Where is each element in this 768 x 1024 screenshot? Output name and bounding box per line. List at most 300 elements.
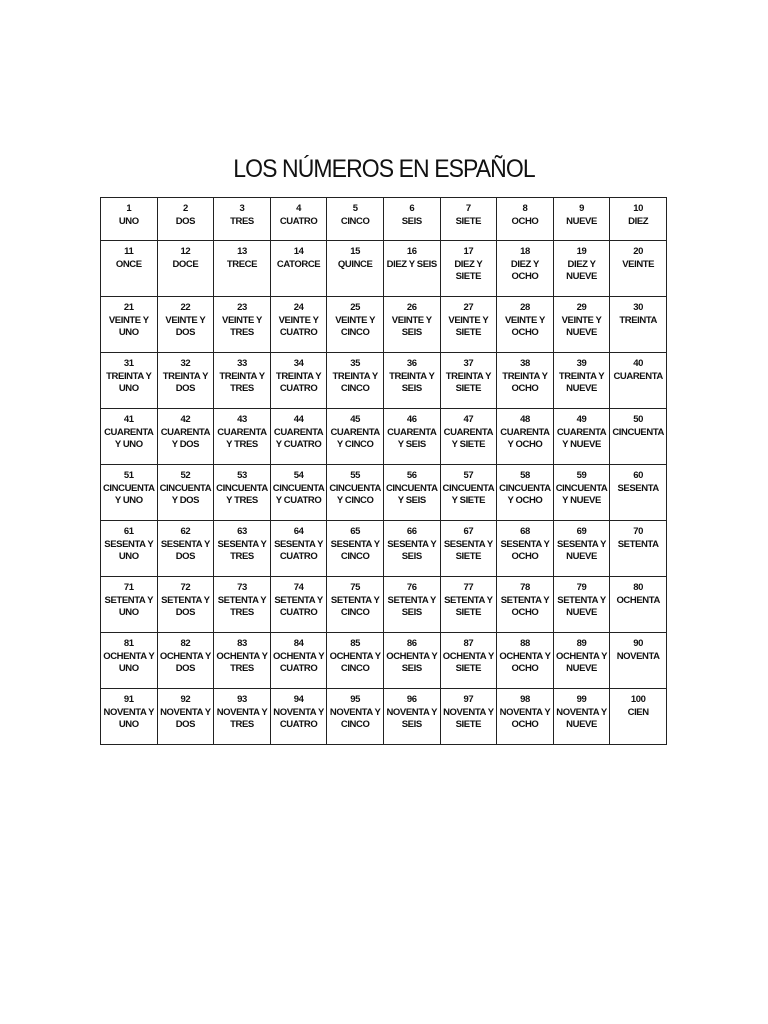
table-row bbox=[101, 297, 667, 353]
number-word: NOVENTA Y TRES bbox=[216, 706, 268, 730]
number-digits: 37 bbox=[463, 358, 474, 369]
number-digits: 35 bbox=[350, 358, 361, 369]
number-cell bbox=[270, 409, 327, 465]
number-cell bbox=[214, 297, 271, 353]
number-word: TREINTA Y NUEVE bbox=[558, 370, 605, 394]
number-word: CUARENTA bbox=[613, 370, 663, 382]
number-cell bbox=[497, 633, 554, 689]
number-word: DOCE bbox=[172, 258, 199, 270]
number-word: SETENTA bbox=[617, 538, 659, 550]
number-digits: 80 bbox=[633, 582, 644, 593]
number-cell bbox=[440, 353, 497, 409]
number-cell bbox=[440, 409, 497, 465]
number-digits: 93 bbox=[237, 694, 247, 705]
number-word: TRES bbox=[230, 215, 254, 227]
number-cell bbox=[101, 689, 158, 745]
number-digits: 58 bbox=[520, 470, 530, 481]
number-word: DIEZ Y OCHO bbox=[510, 258, 539, 282]
number-cell bbox=[157, 409, 214, 465]
number-word: SESENTA Y OCHO bbox=[500, 538, 550, 562]
number-digits: 17 bbox=[463, 246, 474, 257]
number-word: CUARENTA Y SEIS bbox=[387, 426, 437, 450]
number-word: SETENTA Y TRES bbox=[217, 594, 267, 618]
number-cell bbox=[383, 633, 440, 689]
number-digits: 84 bbox=[293, 638, 304, 649]
number-word: SESENTA Y NUEVE bbox=[557, 538, 607, 562]
number-cell bbox=[440, 241, 497, 297]
number-cell bbox=[101, 465, 158, 521]
number-cell bbox=[553, 465, 610, 521]
numbers-table-body bbox=[101, 198, 667, 745]
number-word: TREINTA bbox=[619, 314, 657, 326]
number-word: VEINTE Y NUEVE bbox=[561, 314, 602, 338]
number-digits: 33 bbox=[237, 358, 247, 369]
number-digits: 48 bbox=[520, 414, 530, 425]
number-digits: 5 bbox=[352, 203, 358, 214]
number-word: SESENTA Y SEIS bbox=[387, 538, 437, 562]
number-word: NOVENTA bbox=[616, 650, 660, 662]
number-digits: 41 bbox=[123, 414, 134, 425]
number-digits: 12 bbox=[180, 246, 191, 257]
number-word: CINCUENTA Y NUEVE bbox=[555, 482, 608, 506]
number-digits: 3 bbox=[239, 203, 245, 214]
number-cell bbox=[327, 521, 384, 577]
number-digits: 56 bbox=[406, 470, 417, 481]
number-cell bbox=[101, 521, 158, 577]
number-cell bbox=[214, 353, 271, 409]
number-cell bbox=[497, 353, 554, 409]
number-word: CINCO bbox=[340, 215, 370, 227]
number-word: CINCUENTA Y UNO bbox=[102, 482, 155, 506]
number-digits: 78 bbox=[520, 582, 530, 593]
number-digits: 90 bbox=[633, 638, 644, 649]
table-row bbox=[101, 577, 667, 633]
number-word: NOVENTA Y CUATRO bbox=[273, 706, 324, 730]
number-cell bbox=[440, 689, 497, 745]
number-word: CINCUENTA Y DOS bbox=[159, 482, 212, 506]
number-cell bbox=[497, 689, 554, 745]
number-word: DIEZ bbox=[628, 215, 649, 227]
number-cell bbox=[497, 465, 554, 521]
number-word: OCHENTA Y SIETE bbox=[442, 650, 494, 674]
number-digits: 95 bbox=[350, 694, 361, 705]
number-cell bbox=[214, 465, 271, 521]
number-word: NOVENTA Y UNO bbox=[103, 706, 155, 730]
number-digits: 4 bbox=[296, 203, 302, 214]
number-digits: 26 bbox=[406, 302, 417, 313]
number-word: CIEN bbox=[627, 706, 649, 718]
number-cell bbox=[440, 198, 497, 241]
number-word: ONCE bbox=[115, 258, 142, 270]
number-cell bbox=[440, 465, 497, 521]
number-word: VEINTE Y OCHO bbox=[504, 314, 545, 338]
number-cell bbox=[327, 689, 384, 745]
number-digits: 87 bbox=[463, 638, 474, 649]
number-digits: 14 bbox=[293, 246, 304, 257]
number-digits: 7 bbox=[465, 203, 471, 214]
number-digits: 2 bbox=[182, 203, 188, 214]
number-word: CUARENTA Y UNO bbox=[104, 426, 154, 450]
number-cell bbox=[383, 577, 440, 633]
number-word: DIEZ Y SIETE bbox=[454, 258, 483, 282]
number-cell bbox=[214, 633, 271, 689]
number-cell bbox=[440, 633, 497, 689]
number-word: CINCUENTA Y CUATRO bbox=[272, 482, 325, 506]
number-word: VEINTE Y UNO bbox=[108, 314, 149, 338]
number-cell bbox=[214, 689, 271, 745]
number-cell bbox=[101, 198, 158, 241]
number-cell bbox=[553, 577, 610, 633]
number-digits: 40 bbox=[633, 358, 644, 369]
number-word: TREINTA Y CINCO bbox=[332, 370, 378, 394]
number-digits: 32 bbox=[180, 358, 191, 369]
number-word: VEINTE Y CUATRO bbox=[278, 314, 319, 338]
number-digits: 20 bbox=[633, 246, 644, 257]
number-digits: 89 bbox=[576, 638, 587, 649]
number-cell bbox=[327, 409, 384, 465]
number-word: SESENTA Y TRES bbox=[217, 538, 267, 562]
table-row bbox=[101, 521, 667, 577]
number-digits: 42 bbox=[180, 414, 191, 425]
number-digits: 74 bbox=[293, 582, 304, 593]
number-digits: 92 bbox=[180, 694, 191, 705]
number-word: VEINTE Y SIETE bbox=[448, 314, 489, 338]
number-cell bbox=[157, 353, 214, 409]
number-cell bbox=[214, 577, 271, 633]
number-word: NOVENTA Y SIETE bbox=[443, 706, 494, 730]
number-word: OCHENTA Y UNO bbox=[103, 650, 155, 674]
number-word: NOVENTA Y OCHO bbox=[499, 706, 551, 730]
number-digits: 83 bbox=[237, 638, 247, 649]
number-cell bbox=[157, 577, 214, 633]
number-cell bbox=[270, 353, 327, 409]
number-digits: 69 bbox=[576, 526, 587, 537]
number-word: SESENTA Y CINCO bbox=[330, 538, 380, 562]
number-digits: 55 bbox=[350, 470, 361, 481]
number-word: CINCUENTA Y SIETE bbox=[442, 482, 495, 506]
number-word: SEIS bbox=[401, 215, 422, 227]
number-cell bbox=[270, 241, 327, 297]
number-digits: 72 bbox=[180, 582, 191, 593]
number-cell bbox=[157, 689, 214, 745]
number-digits: 50 bbox=[633, 414, 644, 425]
number-digits: 15 bbox=[350, 246, 361, 257]
number-word: SESENTA bbox=[617, 482, 659, 494]
number-cell bbox=[610, 198, 667, 241]
number-cell bbox=[101, 409, 158, 465]
number-word: TREINTA Y OCHO bbox=[502, 370, 548, 394]
number-cell bbox=[610, 297, 667, 353]
number-digits: 66 bbox=[406, 526, 417, 537]
number-cell bbox=[553, 241, 610, 297]
number-digits: 54 bbox=[293, 470, 304, 481]
number-digits: 8 bbox=[522, 203, 528, 214]
number-cell bbox=[270, 297, 327, 353]
number-word: CINCUENTA Y CINCO bbox=[329, 482, 381, 506]
number-digits: 46 bbox=[406, 414, 417, 425]
number-word: OCHENTA Y DOS bbox=[159, 650, 211, 674]
number-word: OCHO bbox=[511, 215, 539, 227]
number-digits: 51 bbox=[123, 470, 134, 481]
number-cell bbox=[440, 297, 497, 353]
number-digits: 79 bbox=[576, 582, 587, 593]
number-word: SETENTA Y UNO bbox=[104, 594, 154, 618]
number-word: TREINTA Y CUATRO bbox=[275, 370, 322, 394]
number-word: TREINTA Y UNO bbox=[106, 370, 152, 394]
number-digits: 61 bbox=[123, 526, 134, 537]
number-digits: 9 bbox=[579, 203, 584, 214]
table-row bbox=[101, 633, 667, 689]
number-cell bbox=[270, 689, 327, 745]
number-cell bbox=[553, 353, 610, 409]
number-digits: 70 bbox=[633, 526, 644, 537]
number-word: OCHENTA Y NUEVE bbox=[555, 650, 608, 674]
number-digits: 64 bbox=[293, 526, 304, 537]
number-cell bbox=[327, 297, 384, 353]
number-digits: 82 bbox=[180, 638, 191, 649]
number-digits: 39 bbox=[576, 358, 587, 369]
number-word: SETENTA Y SEIS bbox=[387, 594, 436, 618]
number-cell bbox=[383, 689, 440, 745]
number-digits: 38 bbox=[520, 358, 530, 369]
number-cell bbox=[497, 198, 554, 241]
number-digits: 65 bbox=[350, 526, 361, 537]
number-word: SETENTA Y CUATRO bbox=[274, 594, 323, 618]
number-word: OCHENTA bbox=[616, 594, 660, 606]
number-word: CUARENTA Y SIETE bbox=[443, 426, 494, 450]
number-digits: 23 bbox=[237, 302, 247, 313]
number-cell bbox=[383, 353, 440, 409]
number-digits: 45 bbox=[350, 414, 361, 425]
number-cell bbox=[383, 241, 440, 297]
number-cell bbox=[327, 353, 384, 409]
number-cell bbox=[157, 633, 214, 689]
number-digits: 81 bbox=[123, 638, 134, 649]
number-cell bbox=[553, 198, 610, 241]
number-word: TREINTA Y SIETE bbox=[445, 370, 492, 394]
number-cell bbox=[497, 521, 554, 577]
table-row bbox=[101, 689, 667, 745]
number-cell bbox=[610, 521, 667, 577]
number-word: SETENTA Y SIETE bbox=[444, 594, 493, 618]
number-cell bbox=[327, 633, 384, 689]
number-word: CUARENTA Y CINCO bbox=[330, 426, 380, 450]
number-digits: 11 bbox=[124, 246, 134, 257]
number-digits: 21 bbox=[123, 302, 134, 313]
number-cell bbox=[383, 198, 440, 241]
number-digits: 47 bbox=[463, 414, 474, 425]
number-word: CINCUENTA Y OCHO bbox=[499, 482, 551, 506]
number-word: NOVENTA Y CINCO bbox=[329, 706, 381, 730]
number-digits: 91 bbox=[123, 694, 134, 705]
number-cell bbox=[157, 198, 214, 241]
table-row bbox=[101, 198, 667, 241]
number-cell bbox=[157, 521, 214, 577]
number-cell bbox=[383, 297, 440, 353]
number-word: NOVENTA Y NUEVE bbox=[556, 706, 607, 730]
number-cell bbox=[610, 689, 667, 745]
number-digits: 60 bbox=[633, 470, 644, 481]
number-word: UNO bbox=[118, 215, 139, 227]
number-digits: 98 bbox=[520, 694, 530, 705]
number-digits: 71 bbox=[123, 582, 134, 593]
number-word: OCHENTA Y CINCO bbox=[329, 650, 381, 674]
table-row bbox=[101, 241, 667, 297]
number-cell bbox=[440, 521, 497, 577]
number-cell bbox=[610, 633, 667, 689]
number-digits: 49 bbox=[576, 414, 587, 425]
number-word: CINCUENTA Y TRES bbox=[216, 482, 268, 506]
number-cell bbox=[214, 241, 271, 297]
number-digits: 86 bbox=[406, 638, 417, 649]
number-cell bbox=[497, 241, 554, 297]
number-word: VEINTE Y SEIS bbox=[391, 314, 432, 338]
number-digits: 76 bbox=[406, 582, 417, 593]
number-word: SETENTA Y CINCO bbox=[330, 594, 380, 618]
number-cell bbox=[327, 241, 384, 297]
number-cell bbox=[553, 521, 610, 577]
number-cell bbox=[101, 577, 158, 633]
number-digits: 100 bbox=[630, 694, 646, 705]
number-cell bbox=[610, 353, 667, 409]
number-digits: 30 bbox=[633, 302, 644, 313]
number-word: NOVENTA Y DOS bbox=[160, 706, 211, 730]
number-word: SESENTA Y UNO bbox=[104, 538, 154, 562]
number-cell bbox=[327, 577, 384, 633]
number-word: VEINTE Y TRES bbox=[222, 314, 262, 338]
number-word: QUINCE bbox=[337, 258, 373, 270]
number-digits: 52 bbox=[180, 470, 191, 481]
number-digits: 77 bbox=[463, 582, 474, 593]
number-word: TREINTA Y DOS bbox=[162, 370, 209, 394]
number-digits: 6 bbox=[409, 203, 415, 214]
number-digits: 96 bbox=[406, 694, 417, 705]
number-word: VEINTE Y DOS bbox=[165, 314, 206, 338]
number-digits: 36 bbox=[406, 358, 417, 369]
number-cell bbox=[270, 633, 327, 689]
number-cell bbox=[214, 521, 271, 577]
number-digits: 22 bbox=[180, 302, 191, 313]
number-word: CINCUENTA Y SEIS bbox=[385, 482, 438, 506]
number-cell bbox=[270, 521, 327, 577]
number-digits: 27 bbox=[463, 302, 474, 313]
number-digits: 97 bbox=[463, 694, 474, 705]
number-word: TREINTA Y SEIS bbox=[389, 370, 435, 394]
numbers-table bbox=[100, 197, 667, 745]
number-digits: 62 bbox=[180, 526, 191, 537]
number-cell bbox=[157, 241, 214, 297]
number-cell bbox=[101, 241, 158, 297]
number-cell bbox=[270, 465, 327, 521]
number-cell bbox=[101, 297, 158, 353]
number-word: DOS bbox=[175, 215, 196, 227]
number-word: OCHENTA Y SEIS bbox=[386, 650, 438, 674]
number-word: SIETE bbox=[455, 215, 482, 227]
number-word: NOVENTA Y SEIS bbox=[386, 706, 438, 730]
number-digits: 43 bbox=[237, 414, 247, 425]
number-cell bbox=[327, 465, 384, 521]
number-digits: 18 bbox=[520, 246, 530, 257]
number-cell bbox=[553, 633, 610, 689]
number-word: CUARENTA Y DOS bbox=[160, 426, 211, 450]
number-digits: 24 bbox=[293, 302, 304, 313]
number-word: SESENTA Y CUATRO bbox=[274, 538, 324, 562]
number-cell bbox=[327, 198, 384, 241]
number-digits: 88 bbox=[520, 638, 530, 649]
number-word: OCHENTA Y CUATRO bbox=[273, 650, 325, 674]
number-digits: 75 bbox=[350, 582, 361, 593]
number-word: NUEVE bbox=[566, 215, 597, 227]
number-word: OCHENTA Y OCHO bbox=[499, 650, 551, 674]
number-digits: 53 bbox=[237, 470, 247, 481]
number-cell bbox=[553, 689, 610, 745]
number-cell bbox=[214, 409, 271, 465]
number-digits: 94 bbox=[293, 694, 304, 705]
number-digits: 28 bbox=[520, 302, 530, 313]
number-word: OCHENTA Y TRES bbox=[216, 650, 268, 674]
number-cell bbox=[553, 409, 610, 465]
number-digits: 63 bbox=[237, 526, 247, 537]
number-word: CUARENTA Y CUATRO bbox=[273, 426, 324, 450]
number-cell bbox=[497, 577, 554, 633]
number-word: DIEZ Y NUEVE bbox=[566, 258, 597, 282]
number-digits: 57 bbox=[463, 470, 474, 481]
number-digits: 34 bbox=[293, 358, 304, 369]
number-cell bbox=[101, 633, 158, 689]
number-digits: 68 bbox=[520, 526, 530, 537]
number-digits: 67 bbox=[463, 526, 474, 537]
number-cell bbox=[270, 198, 327, 241]
number-cell bbox=[101, 353, 158, 409]
number-word: CATORCE bbox=[276, 258, 321, 270]
number-digits: 73 bbox=[237, 582, 247, 593]
number-cell bbox=[270, 577, 327, 633]
number-word: CINCUENTA bbox=[612, 426, 664, 438]
number-cell bbox=[610, 409, 667, 465]
number-digits: 1 bbox=[126, 203, 132, 214]
number-word: SESENTA Y SIETE bbox=[443, 538, 493, 562]
number-digits: 99 bbox=[576, 694, 587, 705]
number-digits: 25 bbox=[350, 302, 361, 313]
number-digits: 44 bbox=[293, 414, 304, 425]
number-digits: 16 bbox=[406, 246, 417, 257]
number-word: DIEZ Y SEIS bbox=[386, 258, 437, 270]
number-cell bbox=[497, 409, 554, 465]
number-word: VEINTE Y CINCO bbox=[335, 314, 376, 338]
number-cell bbox=[553, 297, 610, 353]
number-cell bbox=[383, 409, 440, 465]
number-word: SETENTA Y NUEVE bbox=[557, 594, 606, 618]
number-cell bbox=[383, 465, 440, 521]
table-row bbox=[101, 353, 667, 409]
number-cell bbox=[610, 241, 667, 297]
number-digits: 59 bbox=[576, 470, 587, 481]
number-digits: 19 bbox=[576, 246, 587, 257]
number-cell bbox=[610, 465, 667, 521]
number-word: TRECE bbox=[226, 258, 258, 270]
number-digits: 29 bbox=[576, 302, 587, 313]
number-word: VEINTE bbox=[622, 258, 655, 270]
number-word: CUARENTA Y NUEVE bbox=[556, 426, 607, 450]
number-word: SESENTA Y DOS bbox=[160, 538, 210, 562]
number-word: CUARENTA Y OCHO bbox=[500, 426, 550, 450]
number-digits: 10 bbox=[633, 203, 644, 214]
number-cell bbox=[497, 297, 554, 353]
number-word: CUATRO bbox=[279, 215, 318, 227]
table-row bbox=[101, 409, 667, 465]
number-word: TREINTA Y TRES bbox=[219, 370, 265, 394]
number-word: CUARENTA Y TRES bbox=[217, 426, 267, 450]
